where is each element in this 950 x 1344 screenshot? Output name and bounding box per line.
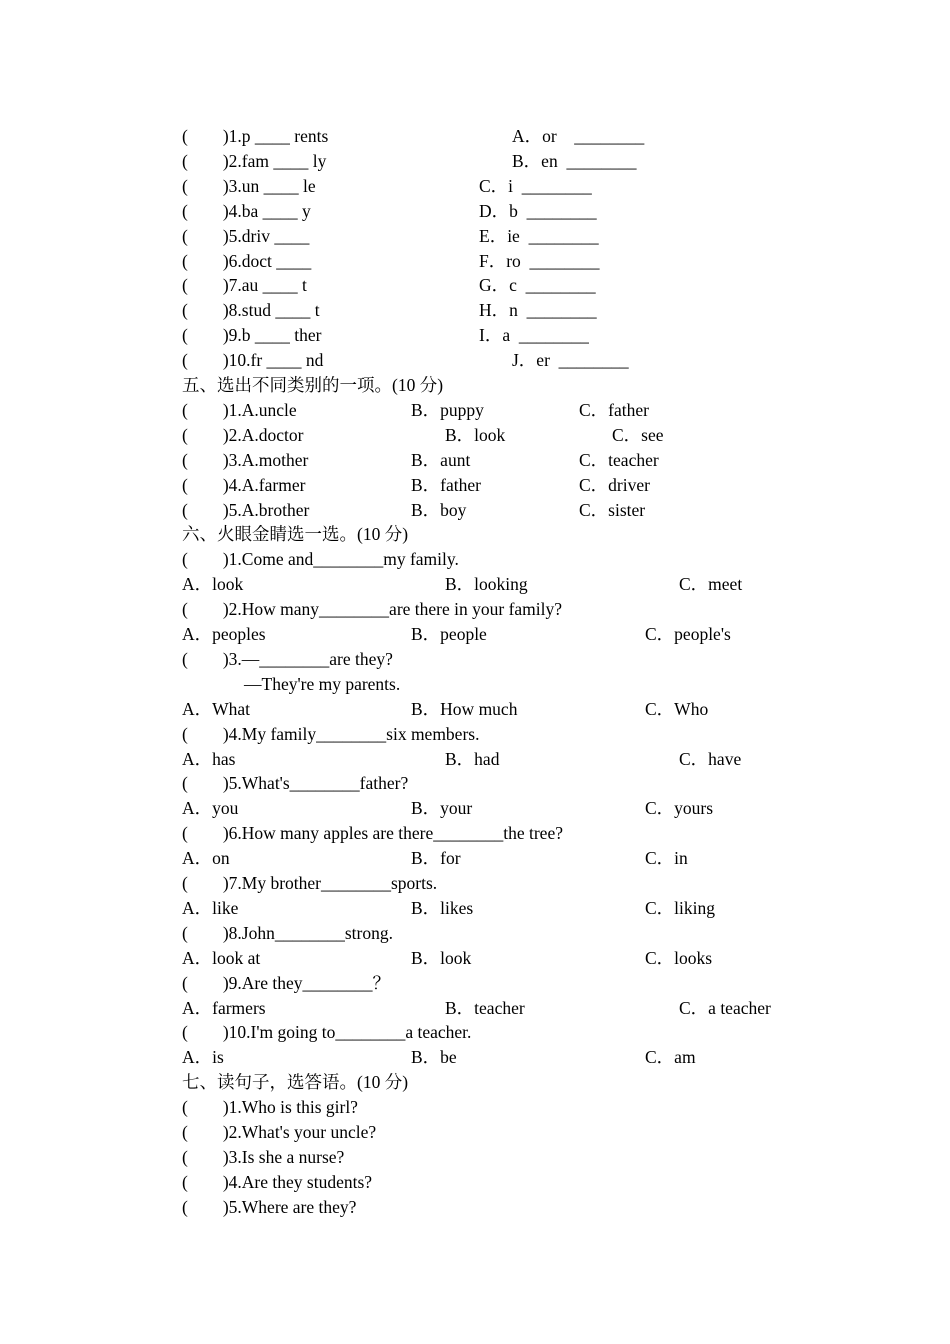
section-title: 七、读句子，选答语。(10 分) bbox=[182, 1072, 409, 1092]
option-a: A．farmers bbox=[182, 998, 266, 1018]
choice-question: ( )8.John________strong. bbox=[182, 923, 393, 943]
option-b: B．be bbox=[411, 1047, 457, 1067]
fill-letter-option: E．ie ________ bbox=[479, 226, 599, 246]
option-b: B．aunt bbox=[411, 450, 471, 470]
fill-letter-question: ( )7.au ____ t bbox=[182, 275, 307, 295]
option-b: B．look bbox=[411, 948, 472, 968]
option-b: B．look bbox=[445, 425, 506, 445]
choice-question: ( )3.—________are they? bbox=[182, 649, 393, 669]
option-b: B．How much bbox=[411, 699, 518, 719]
section-title: 六、火眼金睛选一选。(10 分) bbox=[182, 524, 409, 544]
option-a: A．on bbox=[182, 848, 230, 868]
odd-one-question: ( )3.A.mother bbox=[182, 450, 309, 470]
choice-question: ( )9.Are they________？ bbox=[182, 973, 391, 993]
fill-letter-option: C．i ________ bbox=[479, 176, 592, 196]
option-b: B．looking bbox=[445, 574, 528, 594]
odd-one-question: ( )2.A.doctor bbox=[182, 425, 304, 445]
option-b: B．father bbox=[411, 475, 481, 495]
option-a: A．has bbox=[182, 749, 236, 769]
choice-question: ( )2.How many________are there in your family? bbox=[182, 599, 563, 619]
answer-question: ( )1.Who is this girl? bbox=[182, 1097, 358, 1117]
option-b: B．your bbox=[411, 798, 473, 818]
fill-letter-question: ( )6.doct ____ bbox=[182, 251, 312, 271]
option-c: C．a teacher bbox=[679, 998, 771, 1018]
option-c: C．sister bbox=[579, 500, 646, 520]
option-c: C．am bbox=[645, 1047, 696, 1067]
option-c: C．in bbox=[645, 848, 688, 868]
fill-letter-question: ( )9.b ____ ther bbox=[182, 325, 322, 345]
answer-question: ( )2.What's your uncle? bbox=[182, 1122, 377, 1142]
option-a: A．you bbox=[182, 798, 239, 818]
option-b: B．likes bbox=[411, 898, 474, 918]
option-b: B．puppy bbox=[411, 400, 484, 420]
odd-one-question: ( )1.A.uncle bbox=[182, 400, 297, 420]
fill-letter-option: A．or ________ bbox=[512, 126, 645, 146]
option-b: B．people bbox=[411, 624, 487, 644]
option-c: C．looks bbox=[645, 948, 713, 968]
fill-letter-question: ( )8.stud ____ t bbox=[182, 300, 320, 320]
odd-one-question: ( )5.A.brother bbox=[182, 500, 310, 520]
option-a: A．What bbox=[182, 699, 251, 719]
fill-letter-question: ( )4.ba ____ y bbox=[182, 201, 311, 221]
fill-letter-option: G．c ________ bbox=[479, 275, 596, 295]
option-b: B．teacher bbox=[445, 998, 525, 1018]
option-c: C．yours bbox=[645, 798, 714, 818]
fill-letter-question: ( )2.fam ____ ly bbox=[182, 151, 327, 171]
section-title: 五、选出不同类别的一项。(10 分) bbox=[182, 375, 444, 395]
fill-letter-question: ( )1.p ____ rents bbox=[182, 126, 329, 146]
choice-question-reply: —They're my parents. bbox=[244, 674, 401, 694]
option-b: B．for bbox=[411, 848, 461, 868]
choice-question: ( )1.Come and________my family. bbox=[182, 549, 459, 569]
fill-letter-option: F．ro ________ bbox=[479, 251, 600, 271]
option-a: A．like bbox=[182, 898, 239, 918]
answer-question: ( )3.Is she a nurse? bbox=[182, 1147, 345, 1167]
option-c: C．meet bbox=[679, 574, 743, 594]
choice-question: ( )4.My family________six members. bbox=[182, 724, 480, 744]
fill-letter-option: J．er ________ bbox=[512, 350, 629, 370]
choice-question: ( )6.How many apples are there________the tree? bbox=[182, 823, 563, 843]
option-c: C．Who bbox=[645, 699, 709, 719]
option-a: A．is bbox=[182, 1047, 224, 1067]
option-a: A．peoples bbox=[182, 624, 266, 644]
option-a: A．look bbox=[182, 574, 244, 594]
option-c: C．have bbox=[679, 749, 742, 769]
fill-letter-question: ( )10.fr ____ nd bbox=[182, 350, 324, 370]
option-b: B．boy bbox=[411, 500, 467, 520]
choice-question: ( )5.What's________father? bbox=[182, 773, 409, 793]
option-c: C．driver bbox=[579, 475, 650, 495]
fill-letter-option: D．b ________ bbox=[479, 201, 597, 221]
answer-question: ( )4.Are they students? bbox=[182, 1172, 373, 1192]
answer-question: ( )5.Where are they? bbox=[182, 1197, 357, 1217]
fill-letter-option: H．n ________ bbox=[479, 300, 597, 320]
choice-question: ( )7.My brother________sports. bbox=[182, 873, 438, 893]
option-c: C．liking bbox=[645, 898, 716, 918]
fill-letter-option: B．en ________ bbox=[512, 151, 637, 171]
fill-letter-question: ( )3.un ____ le bbox=[182, 176, 316, 196]
odd-one-question: ( )4.A.farmer bbox=[182, 475, 306, 495]
option-a: A．look at bbox=[182, 948, 261, 968]
option-c: C．see bbox=[612, 425, 664, 445]
option-c: C．father bbox=[579, 400, 649, 420]
option-c: C．people's bbox=[645, 624, 731, 644]
choice-question: ( )10.I'm going to________a teacher. bbox=[182, 1022, 472, 1042]
fill-letter-option: I．a ________ bbox=[479, 325, 589, 345]
option-c: C．teacher bbox=[579, 450, 659, 470]
fill-letter-question: ( )5.driv ____ bbox=[182, 226, 310, 246]
option-b: B．had bbox=[445, 749, 500, 769]
